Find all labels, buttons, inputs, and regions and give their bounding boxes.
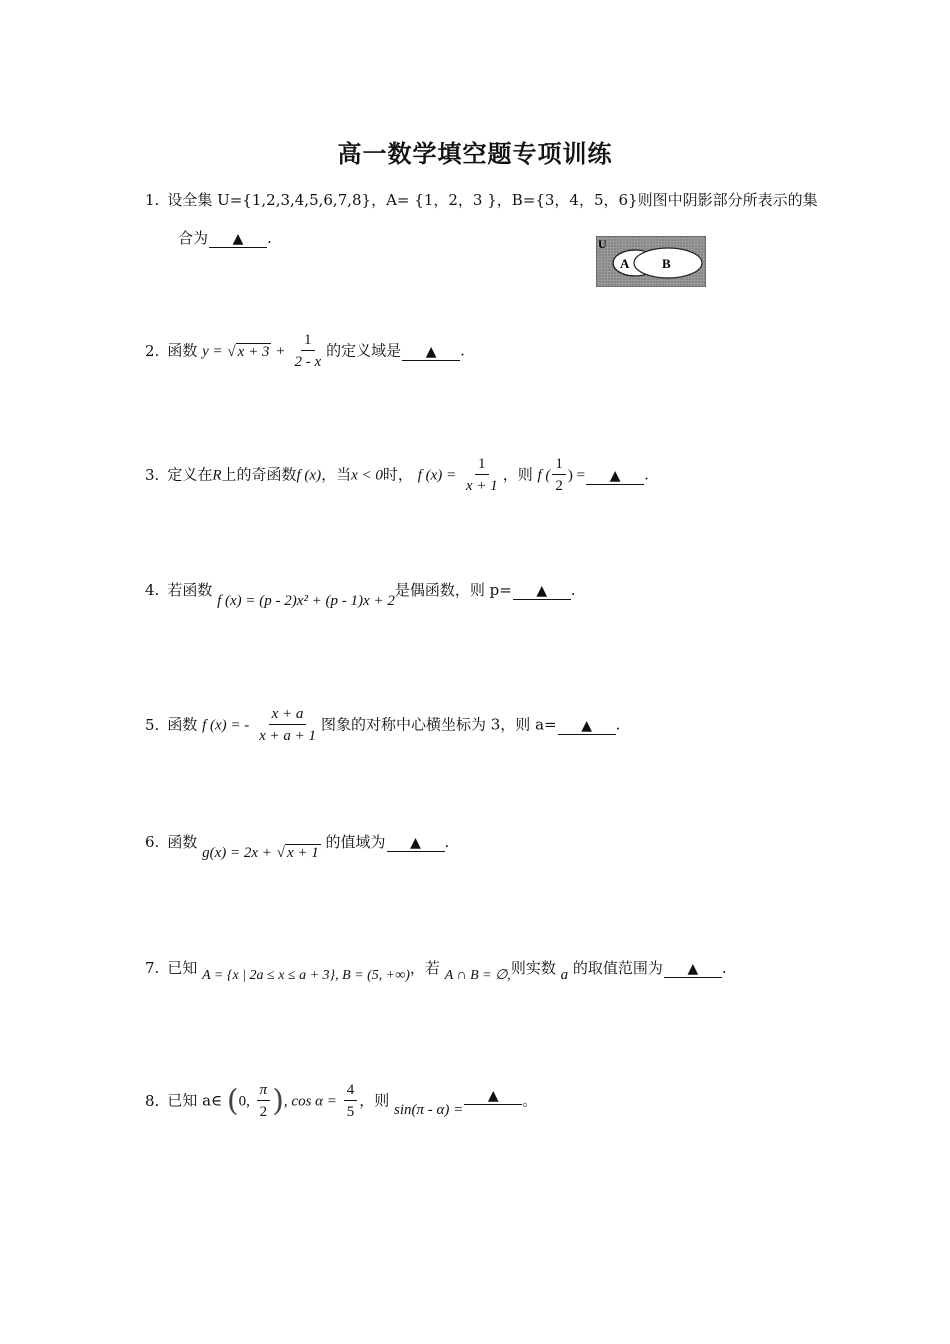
answer-blank-6[interactable]: ▲ — [387, 835, 445, 852]
question-8: 8. 已知 a∈ (0, $\frac{\pi}{2}$ ), cos α = $\frac{4}{5}$ ，则 sin(π - α) =▲ 。 — [145, 1080, 537, 1123]
fraction: $\frac{x + a}{x + a + 1}$ — [259, 706, 316, 744]
question-4: 4. 若函数 f (x) = (p - 2)x² + (p - 1)x + 2是偶函数，则 p= ▲ . — [145, 581, 576, 609]
sqrt-expression: √ x + 1 — [276, 845, 319, 861]
sqrt-expression: √ x + 3 — [227, 343, 270, 360]
answer-blank-3[interactable]: ▲ — [586, 468, 644, 485]
question-5: 5. 函数 f (x) = - $\frac{x + a}{x + a + 1}$ 图象的对称中心横坐标为 3，则 a= ▲ . — [145, 704, 620, 747]
answer-blank-1[interactable]: ▲ — [209, 231, 267, 248]
question-2: 2. 函数 y = √ x + 3 + $\frac{1}{2 - x}$ 的定义域是 ▲ . — [145, 330, 465, 373]
question-1: 1. 设全集 U={1,2,3,4,5,6,7,8}，A= {1，2，3 }，B={3，4，5，6}则图中阴影部分所表示的集 — [145, 191, 818, 209]
question-7: 7. 已知 A = {x | 2a ≤ x ≤ a + 3}, B = (5, +∞)，若 A ∩ B = ∅,则实数 a 的取值范围为 ▲ . — [145, 959, 727, 983]
answer-blank-7[interactable]: ▲ — [664, 961, 722, 978]
set-expression: A = {x | 2a ≤ x ≤ a + 3}, B = (5, +∞) — [202, 968, 410, 983]
fraction: $\frac{1}{x + 1}$ — [465, 456, 498, 494]
math-expression: f (x) = (p - 2)x² + (p - 1)x + 2 — [217, 593, 395, 609]
answer-blank-4[interactable]: ▲ — [513, 583, 571, 600]
page-title: 高一数学填空题专项训练 — [337, 139, 613, 168]
answer-blank-5[interactable]: ▲ — [558, 718, 616, 735]
answer-blank-2[interactable]: ▲ — [402, 344, 460, 361]
question-1-text: 设全集 U={1,2,3,4,5,6,7,8}，A= {1，2，3 }，B={3，4，5，6}则图中阴影部分所表示的集 — [167, 191, 818, 209]
question-6: 6. 函数 g(x) = 2x + √ x + 1 的值域为 ▲ . — [145, 833, 450, 861]
fraction: $\frac{1}{2 - x}$ — [294, 332, 322, 370]
venn-diagram — [596, 236, 706, 287]
question-3: 3. 定义在R上的奇函数f (x)，当x < 0时， f (x) = $\frac{1}{x + 1}$ ，则 f ( $\frac{1}{2}$ ) = ▲ . — [145, 454, 649, 497]
venn-label-a: A — [620, 256, 630, 271]
fraction: $\frac{4}{5}$ — [344, 1080, 358, 1123]
venn-label-b: B — [662, 256, 671, 271]
fraction: $\frac{\pi}{2}$ — [257, 1080, 271, 1123]
venn-label-u: U — [598, 237, 607, 251]
answer-blank-8[interactable]: ▲ — [464, 1088, 522, 1105]
question-1-line2: 合为 ▲ . — [178, 229, 272, 247]
fraction: $\frac{1}{2}$ — [552, 454, 566, 497]
